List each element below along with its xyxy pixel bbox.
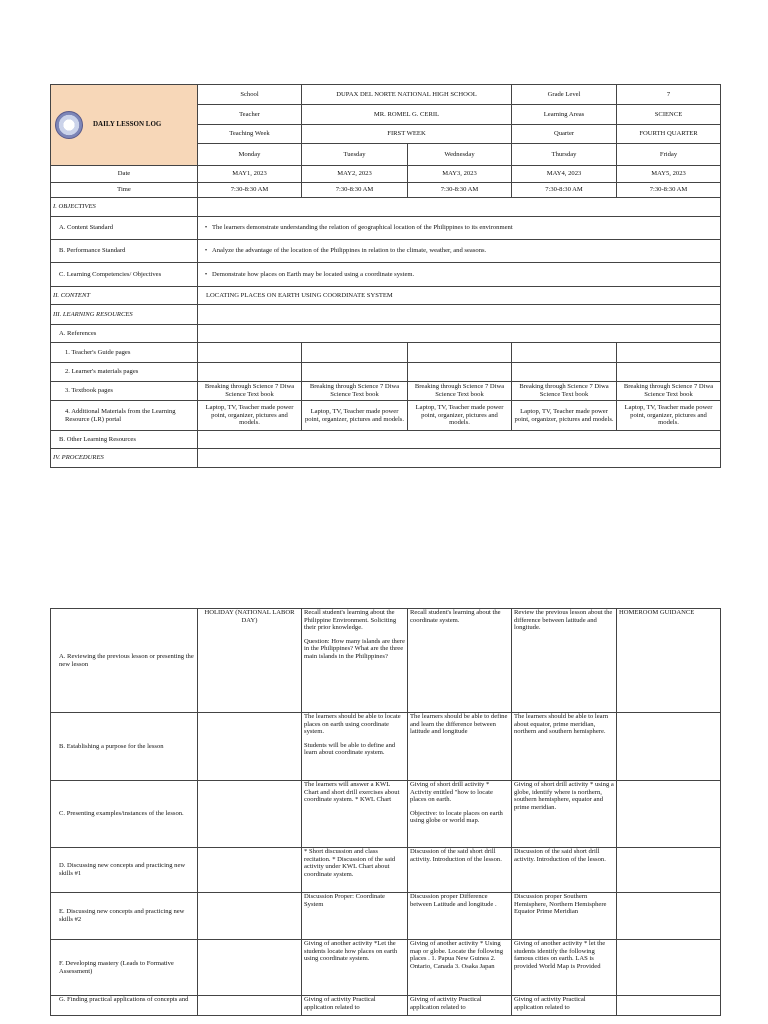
proc-b-label: B. Establishing a purpose for the lesson [51, 713, 198, 781]
proc-g-label: G. Finding practical applications of concepts and [51, 996, 198, 1016]
competency: • Demonstrate how places on Earth may be located using a coordinate system. [198, 263, 721, 287]
resources-heading: III. LEARNING RESOURCES [51, 305, 198, 325]
proc-c-wednesday: Giving of short drill activity * Activity entitled "how to locate places on earth. Objective: to locate places on earth using globe or world map. [408, 781, 512, 848]
area-value: SCIENCE [617, 105, 721, 125]
proc-f-tuesday: Giving of another activity *Let the students locate how places on earth using coordinate system. [302, 940, 408, 996]
time-friday: 7:30-8:30 AM [617, 183, 721, 198]
textbook-friday: Breaking through Science 7 Diwa Science Text book [617, 382, 721, 401]
proc-a-label: A. Reviewing the previous lesson or presenting the new lesson [51, 609, 198, 713]
proc-d-tuesday: * Short discussion and class recitation. * Discussion of the said activity under KWL Chart about coordinate system. [302, 848, 408, 893]
date-label: Date [51, 166, 198, 183]
quarter-label: Quarter [512, 125, 617, 144]
proc-c-label: C. Presenting examples/instances of the lesson. [51, 781, 198, 848]
proc-e-thursday: Discussion proper Southern Hemisphere, Northern Hemisphere Equator Prime Meridian [512, 893, 617, 940]
additional-wednesday: Laptop, TV, Teacher made power point, organizer, pictures and models. [408, 401, 512, 431]
area-label: Learning Areas [512, 105, 617, 125]
date-thursday: MAY4, 2023 [512, 166, 617, 183]
proc-d-thursday: Discussion of the said short drill activity. Introduction of the lesson. [512, 848, 617, 893]
time-monday: 7:30-8:30 AM [198, 183, 302, 198]
school-label: School [198, 85, 302, 105]
proc-a-friday: HOMEROOM GUIDANCE [617, 609, 721, 713]
performance-standard-label: B. Performance Standard [51, 240, 198, 263]
proc-g-tuesday: Giving of activity Practical application related to [302, 996, 408, 1016]
content-heading: II. CONTENT [51, 287, 198, 305]
grade-value: 7 [617, 85, 721, 105]
textbook-wednesday: Breaking through Science 7 Diwa Science Text book [408, 382, 512, 401]
lesson-log-header-table [50, 84, 721, 468]
procedures-table [50, 608, 721, 1016]
textbook-label: 3. Textbook pages [51, 382, 198, 401]
teachers-guide-label: 1. Teacher's Guide pages [51, 343, 198, 363]
proc-g-thursday: Giving of activity Practical application related to [512, 996, 617, 1016]
proc-g-wednesday: Giving of activity Practical application related to [408, 996, 512, 1016]
proc-f-thursday: Giving of another activity * let the students identify the following famous cities on earth. LAS is provided World Map is Provided [512, 940, 617, 996]
proc-e-wednesday: Discussion proper Difference between Latitude and longitude . [408, 893, 512, 940]
quarter-value: FOURTH QUARTER [617, 125, 721, 144]
proc-a-wednesday: Recall student's learning about the coordinate system. [408, 609, 512, 713]
proc-b-thursday: The learners should be able to learn about equator, prime meridian, northern and southern hemisphere. [512, 713, 617, 781]
content-standard-label: A. Content Standard [51, 217, 198, 240]
proc-c-tuesday: The learners will answer a KWL Chart and short drill exercises about coordinate system. * KWL Chart [302, 781, 408, 848]
other-resources-label: B. Other Learning Resources [51, 431, 198, 449]
additional-friday: Laptop, TV, Teacher made power point, organizer, pictures and models. [617, 401, 721, 431]
day-wednesday: Wednesday [408, 144, 512, 166]
time-wednesday: 7:30-8:30 AM [408, 183, 512, 198]
teacher-value: MR. ROMEL G. CERIL [302, 105, 512, 125]
date-friday: MAY5, 2023 [617, 166, 721, 183]
deped-seal-icon [55, 111, 83, 139]
proc-e-tuesday: Discussion Proper: Coordinate System [302, 893, 408, 940]
objectives-heading: I. OBJECTIVES [51, 198, 198, 217]
learners-materials-label: 2. Learner's materials pages [51, 363, 198, 382]
week-value: FIRST WEEK [302, 125, 512, 144]
proc-b-wednesday: The learners should be able to define and learn the difference between latitude and longitude [408, 713, 512, 781]
teacher-label: Teacher [198, 105, 302, 125]
proc-d-wednesday: Discussion of the said short drill activity. Introduction of the lesson. [408, 848, 512, 893]
proc-a-monday: HOLIDAY (NATIONAL LABOR DAY) [198, 609, 302, 713]
additional-tuesday: Laptop, TV, Teacher made power point, organizer, pictures and models. [302, 401, 408, 431]
date-monday: MAY1, 2023 [198, 166, 302, 183]
content-value: LOCATING PLACES ON EARTH USING COORDINATE SYSTEM [198, 287, 721, 305]
content-standard: • The learners demonstrate understanding the relation of geographical location of the Philippines to its environment [198, 217, 721, 240]
references-label: A. References [51, 325, 198, 343]
day-monday: Monday [198, 144, 302, 166]
proc-a-thursday: Review the previous lesson about the difference between latitude and longitude. [512, 609, 617, 713]
date-tuesday: MAY2, 2023 [302, 166, 408, 183]
grade-label: Grade Level [512, 85, 617, 105]
proc-b-tuesday: The learners should be able to locate places on earth using coordinate system. Students will be able to define and learn about coordinate system. [302, 713, 408, 781]
day-tuesday: Tuesday [302, 144, 408, 166]
title-cell [51, 85, 198, 166]
proc-c-thursday: Giving of short drill activity * using a globe, identify where is northern, southern hemisphere, equator and prime meridian. [512, 781, 617, 848]
time-thursday: 7:30-8:30 AM [512, 183, 617, 198]
procedures-heading: IV. PROCEDURES [51, 449, 198, 468]
page-title: DAILY LESSON LOG [93, 120, 162, 129]
textbook-monday: Breaking through Science 7 Diwa Science Text book [198, 382, 302, 401]
additional-thursday: Laptop, TV, Teacher made power point, organizer, pictures and models. [512, 401, 617, 431]
date-wednesday: MAY3, 2023 [408, 166, 512, 183]
proc-d-label: D. Discussing new concepts and practicing new skills #1 [51, 848, 198, 893]
proc-f-label: F. Developing mastery (Leads to Formative Assessment) [51, 940, 198, 996]
competency-label: C. Learning Competencies/ Objectives [51, 263, 198, 287]
proc-f-wednesday: Giving of another activity * Using map or globe. Locate the following places . 1. Papua New Guinea 2. Ontario, Canada 3. Osaka Japan [408, 940, 512, 996]
textbook-tuesday: Breaking through Science 7 Diwa Science Text book [302, 382, 408, 401]
day-thursday: Thursday [512, 144, 617, 166]
performance-standard: • Analyze the advantage of the location of the Philippines in relation to the climate, weather, and seasons. [198, 240, 721, 263]
proc-a-tuesday: Recall student's learning about the Philippine Environment. Soliciting their prior knowledge. Question: How many islands are there in the Philippines? What are the three main islands in the Philippines? [302, 609, 408, 713]
school-value: DUPAX DEL NORTE NATIONAL HIGH SCHOOL [302, 85, 512, 105]
time-tuesday: 7:30-8:30 AM [302, 183, 408, 198]
additional-monday: Laptop, TV, Teacher made power point, organizer, pictures and models. [198, 401, 302, 431]
time-label: Time [51, 183, 198, 198]
textbook-thursday: Breaking through Science 7 Diwa Science Text book [512, 382, 617, 401]
day-friday: Friday [617, 144, 721, 166]
proc-e-label: E. Discussing new concepts and practicing new skills #2 [51, 893, 198, 940]
week-label: Teaching Week [198, 125, 302, 144]
additional-materials-label: 4. Additional Materials from the Learning Resource (LR) portal [51, 401, 198, 431]
